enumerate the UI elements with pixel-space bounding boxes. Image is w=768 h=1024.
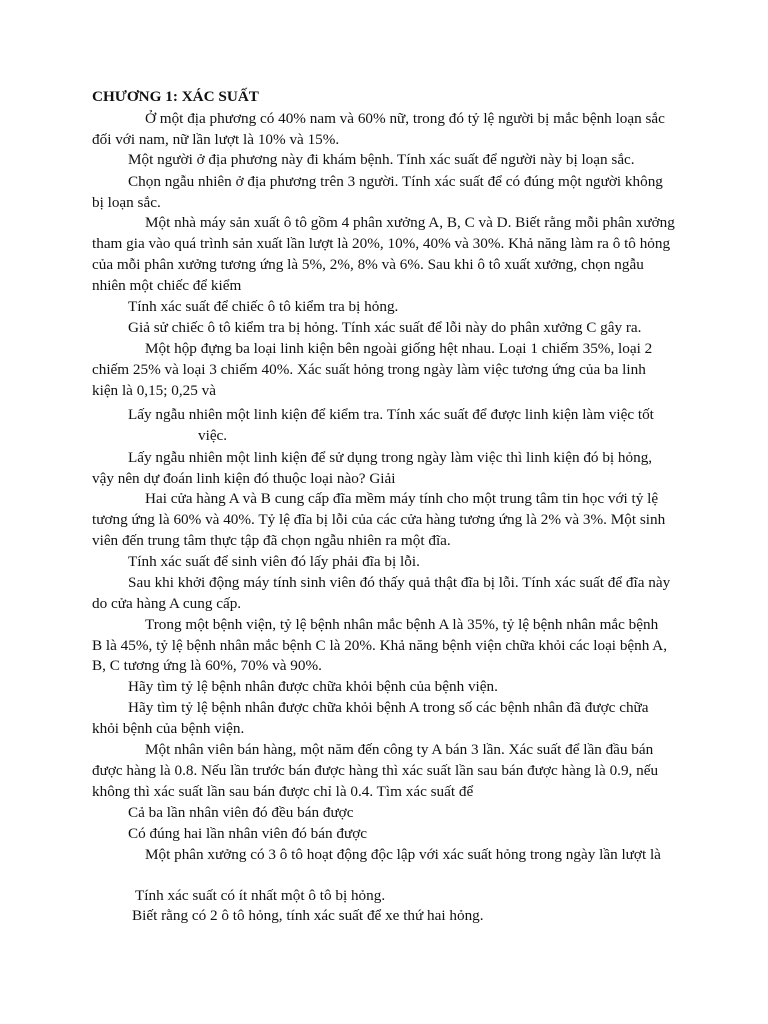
text-line: Một hộp đựng ba loại linh kiện bên ngoài giống hệt nhau. Loại 1 chiếm 35%, loại 2: [145, 340, 653, 357]
text-line: Chọn ngẫu nhiên ở địa phương trên 3 người. Tính xác suất để có đúng một người không: [128, 173, 663, 190]
text-line: của mỗi phân xưởng tương ứng là 5%, 2%, 8% và 6%. Sau khi ô tô xuất xưởng, chọn ngẫu: [92, 256, 644, 273]
text-line: Hai cửa hàng A và B cung cấp đĩa mềm máy tính cho một trung tâm tin học với tỷ lệ: [145, 490, 659, 507]
text-line: Trong một bệnh viện, tỷ lệ bệnh nhân mắc bệnh A là 35%, tỷ lệ bệnh nhân mắc bệnh: [145, 616, 659, 633]
text-line: Ở một địa phương có 40% nam và 60% nữ, trong đó tỷ lệ người bị mắc bệnh loạn sắc: [145, 110, 665, 127]
text-line: Cả ba lần nhân viên đó đều bán được: [128, 804, 354, 821]
text-line: kiện là 0,15; 0,25 và: [92, 382, 217, 399]
text-line: Tính xác suất để chiếc ô tô kiểm tra bị hỏng.: [128, 298, 399, 315]
text-line: Tính xác suất có ít nhất một ô tô bị hỏng.: [135, 887, 386, 904]
text-line: khỏi bệnh của bệnh viện.: [92, 720, 245, 737]
text-line: B, C tương ứng là 60%, 70% và 90%.: [92, 657, 322, 674]
text-line: Một người ở địa phương này đi khám bệnh. Tính xác suất để người này bị loạn sắc.: [128, 151, 635, 168]
text-line: Hãy tìm tỷ lệ bệnh nhân được chữa khỏi bệnh A trong số các bệnh nhân đã được chữa: [128, 699, 649, 716]
text-line: Giả sử chiếc ô tô kiểm tra bị hỏng. Tính xác suất để lỗi này do phân xưởng C gây ra.: [128, 319, 642, 336]
text-line: do cửa hàng A cung cấp.: [92, 595, 242, 612]
text-line: viên đến trung tâm thực tập đã chọn ngẫu nhiên ra một đĩa.: [92, 532, 451, 549]
text-line: Một phân xưởng có 3 ô tô hoạt động độc lập với xác suất hỏng trong ngày lần lượt là: [145, 846, 661, 863]
text-line: Lấy ngẫu nhiên một linh kiện để sử dụng trong ngày làm việc thì linh kiện đó bị hỏng,: [128, 449, 653, 466]
text-line: Lấy ngẫu nhiên một linh kiện để kiểm tra. Tính xác suất để được linh kiện làm việc tốt: [128, 406, 654, 423]
chapter-title: CHƯƠNG 1: XÁC SUẤT: [92, 88, 259, 105]
text-line: nhiên một chiếc để kiểm: [92, 277, 242, 294]
text-line: tham gia vào quá trình sản xuất lần lượt là 20%, 10%, 40% và 30%. Khả năng làm ra ô tô hỏng: [92, 235, 671, 252]
text-line: tương ứng là 60% và 40%. Tỷ lệ đĩa bị lỗi của các cửa hàng tương ứng là 2% và 3%. Một sinh: [92, 511, 666, 528]
text-line: Một nhà máy sản xuất ô tô gồm 4 phân xưởng A, B, C và D. Biết rằng mỗi phân xưởng: [145, 214, 675, 231]
text-line: Một nhân viên bán hàng, một năm đến công ty A bán 3 lần. Xác suất để lần đầu bán: [145, 741, 654, 758]
text-line: được hàng là 0.8. Nếu lần trước bán được hàng thì xác suất lần sau bán được hàng là 0.9, nếu: [92, 762, 659, 779]
text-line: Biết rằng có 2 ô tô hỏng, tính xác suất để xe thứ hai hỏng.: [132, 907, 484, 924]
text-line: Có đúng hai lần nhân viên đó bán được: [128, 825, 367, 842]
text-line: đối với nam, nữ lần lượt là 10% và 15%.: [92, 131, 340, 148]
text-line: vậy nên dự đoán linh kiện đó thuộc loại nào? Giải: [92, 470, 396, 487]
text-line: B là 45%, tỷ lệ bệnh nhân mắc bệnh C là 20%. Khả năng bệnh viện chữa khỏi các loại bệnh A,: [92, 637, 668, 654]
text-line: việc.: [198, 427, 228, 444]
text-line: Tính xác suất để sinh viên đó lấy phải đĩa bị lỗi.: [128, 553, 420, 570]
text-line: Hãy tìm tỷ lệ bệnh nhân được chữa khỏi bệnh của bệnh viện.: [128, 678, 498, 695]
text-line: không thì xác suất lần sau bán được chỉ là 0.4. Tìm xác suất để: [92, 783, 474, 800]
text-line: Sau khi khởi động máy tính sinh viên đó thấy quả thật đĩa bị lỗi. Tính xác suất để đĩa này: [128, 574, 671, 591]
text-line: chiếm 25% và loại 3 chiếm 40%. Xác suất hỏng trong ngày làm việc tương ứng của ba linh: [92, 361, 646, 378]
text-line: bị loạn sắc.: [92, 194, 161, 211]
